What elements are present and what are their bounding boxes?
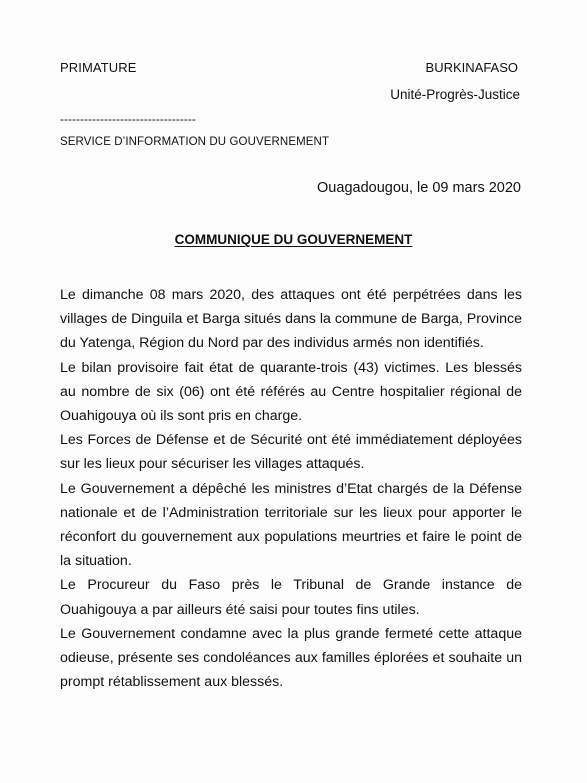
paragraph: Le Gouvernement a dépêché les ministres d’Etat chargés de la Défense nationale et de l’Administration territoriale sur les lieux pour apporter le réconfort du gouvernement aux populations meurtries et faire le point de la situation.	[60, 480, 522, 570]
document-title-text: COMMUNIQUE DU GOUVERNEMENT	[174, 232, 413, 247]
date-line: Ouagadougou, le 09 mars 2020	[317, 180, 521, 196]
paragraph: Les Forces de Défense et de Sécurité ont été immédiatement déployées sur les lieux pour sécuriser les villages attaqués.	[60, 432, 522, 473]
document-title	[0, 232, 587, 247]
paragraph: Le bilan provisoire fait état de quarante-trois (43) victimes. Les blessés au nombre de six (06) ont été référés au Centre hospitalier régional de Ouahigouya où ils sont pris en charge.	[60, 359, 522, 425]
service-name: SERVICE D’INFORMATION DU GOUVERNEMENT	[60, 136, 330, 148]
issuer-label: PRIMATURE	[60, 60, 137, 75]
communique-body	[60, 283, 522, 694]
country-motto: Unité-Progrès-Justice	[390, 87, 520, 102]
paragraph: Le Procureur du Faso près le Tribunal de Grande instance de Ouahigouya a par ailleurs été saisi pour toutes fins utiles.	[60, 577, 522, 618]
paragraph: Le dimanche 08 mars 2020, des attaques ont été perpétrées dans les villages de Dinguila et Barga situés dans la commune de Barga, Province du Yatenga, Région du Nord par des individus armés non identifiés.	[60, 287, 522, 352]
country-name: BURKINAFASO	[425, 60, 518, 75]
header-separator: ----------------------------------	[60, 112, 196, 126]
paragraph: Le Gouvernement condamne avec la plus grande fermeté cette attaque odieuse, présente ses condoléances aux familles éplorées et souhaite un prompt rétablissement aux blessés.	[60, 625, 522, 691]
